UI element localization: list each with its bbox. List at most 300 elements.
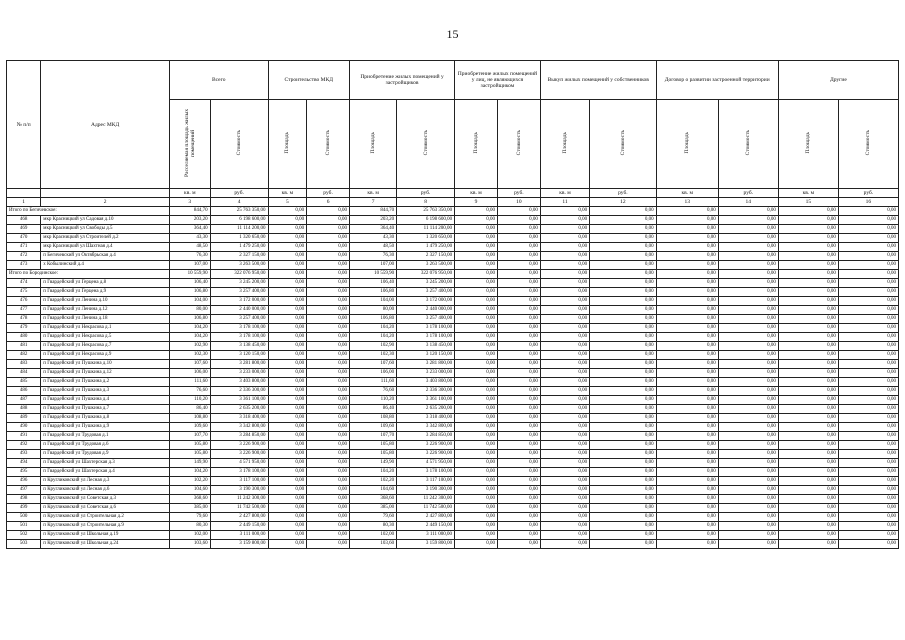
cost-cell: 0,00 xyxy=(838,405,898,414)
row-address: п Кругликовский ул Лесная д.6 xyxy=(41,486,170,495)
area-cell: 102,30 xyxy=(169,351,210,360)
area-cell: 0,00 xyxy=(455,423,498,432)
area-cell: 0,00 xyxy=(778,252,838,261)
cost-cell: 0,00 xyxy=(590,270,656,279)
area-cell: 107,70 xyxy=(169,432,210,441)
cost-cell: 0,00 xyxy=(838,216,898,225)
cost-cell: 0,00 xyxy=(590,243,656,252)
cost-cell: 0,00 xyxy=(718,261,778,270)
cost-cell: 0,00 xyxy=(590,540,656,549)
area-cell: 0,00 xyxy=(455,234,498,243)
area-cell: 107,70 xyxy=(350,432,397,441)
cost-cell: 0,00 xyxy=(838,522,898,531)
cost-cell: 0,00 xyxy=(590,432,656,441)
row-address: п Гвардейский ул Шахтерская д.4 xyxy=(41,468,170,477)
cost-cell: 3 172 000,00 xyxy=(210,297,268,306)
area-cell: 103,60 xyxy=(350,540,397,549)
cost-cell: 11 242 300,00 xyxy=(397,495,455,504)
area-cell: 0,00 xyxy=(656,261,718,270)
area-cell: 0,00 xyxy=(656,441,718,450)
row-number: 500 xyxy=(7,513,41,522)
cost-cell: 0,00 xyxy=(718,414,778,423)
cost-cell: 0,00 xyxy=(718,486,778,495)
area-cell: 107,00 xyxy=(169,261,210,270)
cost-cell: 3 111 000,00 xyxy=(210,531,268,540)
area-cell: 106,80 xyxy=(350,315,397,324)
area-cell: 0,00 xyxy=(455,513,498,522)
cost-cell: 0,00 xyxy=(307,531,350,540)
table-row xyxy=(7,459,899,468)
cost-cell: 3 172 000,00 xyxy=(397,297,455,306)
area-cell: 80,30 xyxy=(350,522,397,531)
cost-cell: 3 257 400,00 xyxy=(210,288,268,297)
column-number: 11 xyxy=(540,198,589,207)
area-cell: 86,40 xyxy=(350,405,397,414)
cost-cell: 25 763 350,00 xyxy=(397,207,455,216)
cost-cell: 0,00 xyxy=(590,378,656,387)
area-cell: 0,00 xyxy=(540,342,589,351)
unit-area: кв. м xyxy=(350,189,397,198)
cost-cell: 11 742 500,00 xyxy=(397,504,455,513)
cost-cell: 3 120 150,00 xyxy=(397,351,455,360)
cost-cell: 0,00 xyxy=(307,279,350,288)
header-group-development-contract: Договор о развитии застроенной территории xyxy=(656,61,778,100)
cost-cell: 0,00 xyxy=(307,441,350,450)
cost-cell: 0,00 xyxy=(497,333,540,342)
area-cell: 0,00 xyxy=(778,261,838,270)
area-cell: 0,00 xyxy=(656,432,718,441)
area-cell: 0,00 xyxy=(656,540,718,549)
cost-cell: 0,00 xyxy=(307,477,350,486)
table-row xyxy=(7,261,899,270)
column-number: 6 xyxy=(307,198,350,207)
area-cell: 0,00 xyxy=(268,252,307,261)
cost-cell: 0,00 xyxy=(497,369,540,378)
area-cell: 0,00 xyxy=(778,504,838,513)
area-cell: 0,00 xyxy=(778,297,838,306)
area-cell: 0,00 xyxy=(455,297,498,306)
area-cell: 0,00 xyxy=(778,432,838,441)
area-cell: 76,30 xyxy=(350,252,397,261)
area-cell: 102,00 xyxy=(350,531,397,540)
cost-cell: 4 571 950,00 xyxy=(397,459,455,468)
cost-cell: 0,00 xyxy=(497,459,540,468)
area-cell: 0,00 xyxy=(455,288,498,297)
area-cell: 0,00 xyxy=(778,522,838,531)
area-cell: 0,00 xyxy=(455,279,498,288)
area-cell: 0,00 xyxy=(540,252,589,261)
table-row xyxy=(7,522,899,531)
cost-cell: 4 571 950,00 xyxy=(210,459,268,468)
unit-area: кв. м xyxy=(778,189,838,198)
cost-cell: 0,00 xyxy=(838,270,898,279)
cost-cell: 1 479 250,00 xyxy=(210,243,268,252)
area-cell: 0,00 xyxy=(540,441,589,450)
row-number: 476 xyxy=(7,297,41,306)
area-cell: 0,00 xyxy=(455,216,498,225)
cost-cell: 0,00 xyxy=(497,261,540,270)
table-row xyxy=(7,225,899,234)
area-cell: 0,00 xyxy=(656,414,718,423)
row-number: 486 xyxy=(7,387,41,396)
area-cell: 0,00 xyxy=(540,504,589,513)
area-cell: 0,00 xyxy=(778,405,838,414)
cost-cell: 0,00 xyxy=(307,504,350,513)
cost-cell: 0,00 xyxy=(590,450,656,459)
area-cell: 0,00 xyxy=(268,306,307,315)
header-cost: Стоимость xyxy=(497,100,540,189)
cost-cell: 0,00 xyxy=(307,342,350,351)
area-cell: 0,00 xyxy=(455,477,498,486)
table-row xyxy=(7,414,899,423)
cost-cell: 1 479 250,00 xyxy=(397,243,455,252)
cost-cell: 0,00 xyxy=(307,252,350,261)
cost-cell: 3 318 400,00 xyxy=(397,414,455,423)
cost-cell: 0,00 xyxy=(838,441,898,450)
area-cell: 0,00 xyxy=(540,531,589,540)
header-cost: Стоимость xyxy=(307,100,350,189)
cost-cell: 0,00 xyxy=(497,450,540,459)
area-cell: 0,00 xyxy=(778,342,838,351)
area-cell: 0,00 xyxy=(656,234,718,243)
cost-cell: 11 114 200,00 xyxy=(210,225,268,234)
column-number: 7 xyxy=(350,198,397,207)
cost-cell: 2 635 200,00 xyxy=(210,405,268,414)
area-cell: 0,00 xyxy=(268,360,307,369)
cost-cell: 0,00 xyxy=(838,297,898,306)
area-cell: 0,00 xyxy=(268,414,307,423)
row-number: 501 xyxy=(7,522,41,531)
cost-cell: 0,00 xyxy=(307,243,350,252)
row-address: п Гвардейский ул Некрасова д.1 xyxy=(41,324,170,333)
area-cell: 0,00 xyxy=(540,243,589,252)
cost-cell: 0,00 xyxy=(497,396,540,405)
cost-cell: 0,00 xyxy=(718,405,778,414)
cost-cell: 0,00 xyxy=(718,441,778,450)
area-cell: 102,20 xyxy=(169,477,210,486)
area-cell: 0,00 xyxy=(455,540,498,549)
area-cell: 102,20 xyxy=(350,477,397,486)
header-group-non-developers: Приобретение жилых помещений у лиц, не являющихся застройщиком xyxy=(455,61,541,100)
cost-cell: 0,00 xyxy=(838,540,898,549)
cost-cell: 3 257 400,00 xyxy=(397,288,455,297)
cost-cell: 0,00 xyxy=(718,468,778,477)
cost-cell: 0,00 xyxy=(590,486,656,495)
cost-cell: 0,00 xyxy=(497,378,540,387)
cost-cell: 0,00 xyxy=(590,234,656,243)
area-cell: 0,00 xyxy=(656,513,718,522)
table-row xyxy=(7,369,899,378)
area-cell: 0,00 xyxy=(540,315,589,324)
cost-cell: 0,00 xyxy=(838,315,898,324)
row-number: 493 xyxy=(7,450,41,459)
area-cell: 107,60 xyxy=(169,360,210,369)
row-number: 484 xyxy=(7,369,41,378)
area-cell: 107,00 xyxy=(350,261,397,270)
unit-cost: руб. xyxy=(497,189,540,198)
subtotal-row xyxy=(7,270,899,279)
area-cell: 104,60 xyxy=(350,486,397,495)
cost-cell: 0,00 xyxy=(838,360,898,369)
row-address: п Гвардейский ул Герцена д.8 xyxy=(41,279,170,288)
cost-cell: 0,00 xyxy=(497,306,540,315)
cost-cell: 0,00 xyxy=(718,522,778,531)
cost-cell: 0,00 xyxy=(307,414,350,423)
area-cell: 0,00 xyxy=(778,324,838,333)
area-cell: 0,00 xyxy=(778,387,838,396)
cost-cell: 0,00 xyxy=(590,207,656,216)
header-group-buyout: Выкуп жилых помещений у собственников xyxy=(540,61,656,100)
cost-cell: 0,00 xyxy=(307,522,350,531)
area-cell: 0,00 xyxy=(455,441,498,450)
area-cell: 0,00 xyxy=(540,369,589,378)
area-cell: 149,90 xyxy=(350,459,397,468)
area-cell: 108,80 xyxy=(169,414,210,423)
cost-cell: 3 117 100,00 xyxy=(397,477,455,486)
area-cell: 0,00 xyxy=(455,378,498,387)
area-cell: 43,30 xyxy=(169,234,210,243)
table-row xyxy=(7,396,899,405)
cost-cell: 3 342 800,00 xyxy=(397,423,455,432)
area-cell: 48,50 xyxy=(350,243,397,252)
unit-area: кв. м xyxy=(656,189,718,198)
column-number-row xyxy=(7,198,899,207)
area-cell: 0,00 xyxy=(778,531,838,540)
cost-cell: 0,00 xyxy=(718,423,778,432)
area-cell: 0,00 xyxy=(540,306,589,315)
cost-cell: 0,00 xyxy=(718,324,778,333)
area-cell: 0,00 xyxy=(656,486,718,495)
cost-cell: 0,00 xyxy=(718,459,778,468)
cost-cell: 3 178 100,00 xyxy=(210,333,268,342)
unit-cost: руб. xyxy=(838,189,898,198)
area-cell: 844,70 xyxy=(169,207,210,216)
table-row xyxy=(7,531,899,540)
area-cell: 111,60 xyxy=(350,378,397,387)
cost-cell: 3 111 000,00 xyxy=(397,531,455,540)
area-cell: 0,00 xyxy=(540,477,589,486)
area-cell: 0,00 xyxy=(268,423,307,432)
area-cell: 0,00 xyxy=(656,378,718,387)
cost-cell: 0,00 xyxy=(590,423,656,432)
area-cell: 106,00 xyxy=(350,369,397,378)
unit-cost: руб. xyxy=(307,189,350,198)
row-address: п Кругликовский ул Строительная д.9 xyxy=(41,522,170,531)
row-number: 502 xyxy=(7,531,41,540)
table-row xyxy=(7,243,899,252)
cost-cell: 3 257 400,00 xyxy=(210,315,268,324)
cost-cell: 0,00 xyxy=(497,405,540,414)
cost-cell: 0,00 xyxy=(718,279,778,288)
area-cell: 364,40 xyxy=(350,225,397,234)
area-cell: 0,00 xyxy=(455,342,498,351)
area-cell: 0,00 xyxy=(540,387,589,396)
area-cell: 149,90 xyxy=(169,459,210,468)
row-address: п Гвардейский ул Трудовая д.6 xyxy=(41,441,170,450)
area-cell: 0,00 xyxy=(268,387,307,396)
row-address: п Гвардейский ул Пушкина д.9 xyxy=(41,423,170,432)
area-cell: 0,00 xyxy=(540,378,589,387)
area-cell: 0,00 xyxy=(778,486,838,495)
header-cost: Стоимость xyxy=(590,100,656,189)
row-number: 479 xyxy=(7,324,41,333)
area-cell: 0,00 xyxy=(656,297,718,306)
cost-cell: 0,00 xyxy=(718,432,778,441)
area-cell: 0,00 xyxy=(778,513,838,522)
cost-cell: 2 336 300,00 xyxy=(397,387,455,396)
area-cell: 0,00 xyxy=(540,450,589,459)
unit-area: кв. м xyxy=(540,189,589,198)
area-cell: 10 559,90 xyxy=(350,270,397,279)
cost-cell: 2 427 800,00 xyxy=(397,513,455,522)
cost-cell: 0,00 xyxy=(838,477,898,486)
area-cell: 0,00 xyxy=(656,270,718,279)
area-cell: 0,00 xyxy=(455,351,498,360)
cost-cell: 3 226 900,00 xyxy=(210,441,268,450)
row-number: 478 xyxy=(7,315,41,324)
header-group-developers: Приобретение жилых помещений у застройщиков xyxy=(350,61,455,100)
cost-cell: 2 336 300,00 xyxy=(210,387,268,396)
cost-cell: 3 178 100,00 xyxy=(210,468,268,477)
area-cell: 0,00 xyxy=(268,324,307,333)
cost-cell: 1 320 650,00 xyxy=(397,234,455,243)
area-cell: 0,00 xyxy=(268,468,307,477)
cost-cell: 0,00 xyxy=(838,450,898,459)
area-cell: 0,00 xyxy=(268,459,307,468)
area-cell: 79,60 xyxy=(169,513,210,522)
table-row xyxy=(7,279,899,288)
area-cell: 0,00 xyxy=(455,531,498,540)
area-cell: 0,00 xyxy=(268,315,307,324)
area-cell: 0,00 xyxy=(455,270,498,279)
table-row xyxy=(7,504,899,513)
area-cell: 0,00 xyxy=(268,342,307,351)
cost-cell: 0,00 xyxy=(307,369,350,378)
area-cell: 203,20 xyxy=(350,216,397,225)
cost-cell: 0,00 xyxy=(307,306,350,315)
cost-cell: 0,00 xyxy=(718,360,778,369)
area-cell: 0,00 xyxy=(268,261,307,270)
cost-cell: 2 427 800,00 xyxy=(210,513,268,522)
area-cell: 0,00 xyxy=(656,324,718,333)
area-cell: 0,00 xyxy=(778,243,838,252)
area-cell: 0,00 xyxy=(540,360,589,369)
area-cell: 0,00 xyxy=(656,216,718,225)
area-cell: 0,00 xyxy=(540,270,589,279)
row-address: мкр Красницкий ул Строителей д.2 xyxy=(41,234,170,243)
area-cell: 86,40 xyxy=(169,405,210,414)
cost-cell: 0,00 xyxy=(590,360,656,369)
row-number: 489 xyxy=(7,414,41,423)
cost-cell: 0,00 xyxy=(718,252,778,261)
cost-cell: 0,00 xyxy=(838,324,898,333)
cost-cell: 0,00 xyxy=(497,315,540,324)
table-row xyxy=(7,468,899,477)
area-cell: 0,00 xyxy=(656,531,718,540)
area-cell: 0,00 xyxy=(656,243,718,252)
area-cell: 0,00 xyxy=(778,306,838,315)
area-cell: 0,00 xyxy=(656,207,718,216)
area-cell: 0,00 xyxy=(455,405,498,414)
area-cell: 104,20 xyxy=(350,324,397,333)
cost-cell: 0,00 xyxy=(718,315,778,324)
table-row xyxy=(7,387,899,396)
column-number: 5 xyxy=(268,198,307,207)
row-address: п Кругликовский ул Советская д.6 xyxy=(41,504,170,513)
area-cell: 0,00 xyxy=(540,396,589,405)
area-cell: 0,00 xyxy=(540,414,589,423)
area-cell: 385,00 xyxy=(350,504,397,513)
cost-cell: 11 742 500,00 xyxy=(210,504,268,513)
cost-cell: 0,00 xyxy=(307,261,350,270)
table-row xyxy=(7,540,899,549)
area-cell: 0,00 xyxy=(540,297,589,306)
area-cell: 104,00 xyxy=(350,297,397,306)
table-row xyxy=(7,342,899,351)
row-address: п Гвардейский ул Герцена д.9 xyxy=(41,288,170,297)
area-cell: 0,00 xyxy=(268,333,307,342)
area-cell: 0,00 xyxy=(455,450,498,459)
cost-cell: 0,00 xyxy=(307,495,350,504)
cost-cell: 0,00 xyxy=(497,486,540,495)
cost-cell: 0,00 xyxy=(590,333,656,342)
cost-cell: 0,00 xyxy=(307,288,350,297)
header-group-row xyxy=(7,61,899,100)
cost-cell: 0,00 xyxy=(590,387,656,396)
area-cell: 0,00 xyxy=(268,225,307,234)
area-cell: 0,00 xyxy=(778,315,838,324)
table-row xyxy=(7,450,899,459)
cost-cell: 3 226 900,00 xyxy=(397,450,455,459)
row-address: п Гвардейский ул Трудовая д.1 xyxy=(41,432,170,441)
cost-cell: 0,00 xyxy=(838,387,898,396)
area-cell: 106,80 xyxy=(169,288,210,297)
area-cell: 102,30 xyxy=(350,351,397,360)
area-cell: 0,00 xyxy=(455,486,498,495)
area-cell: 102,00 xyxy=(169,531,210,540)
row-number: 488 xyxy=(7,405,41,414)
cost-cell: 3 281 800,00 xyxy=(210,360,268,369)
area-cell: 0,00 xyxy=(268,396,307,405)
area-cell: 0,00 xyxy=(540,261,589,270)
area-cell: 106,40 xyxy=(169,279,210,288)
cost-cell: 0,00 xyxy=(838,486,898,495)
cost-cell: 0,00 xyxy=(590,459,656,468)
area-cell: 203,20 xyxy=(169,216,210,225)
area-cell: 0,00 xyxy=(656,450,718,459)
cost-cell: 3 245 200,00 xyxy=(210,279,268,288)
cost-cell: 6 198 600,00 xyxy=(397,216,455,225)
area-cell: 76,60 xyxy=(350,387,397,396)
area-cell: 0,00 xyxy=(268,351,307,360)
area-cell: 80,00 xyxy=(169,306,210,315)
cost-cell: 0,00 xyxy=(497,522,540,531)
subtotal-label: Итого по Бородинское: xyxy=(7,270,170,279)
cost-cell: 0,00 xyxy=(307,315,350,324)
table-row xyxy=(7,513,899,522)
area-cell: 0,00 xyxy=(540,423,589,432)
cost-cell: 0,00 xyxy=(307,396,350,405)
area-cell: 0,00 xyxy=(540,540,589,549)
header-group-total: Всего xyxy=(169,61,268,100)
header-no: № п/п xyxy=(7,61,41,189)
subtotal-label: Итого по Бегичевское: xyxy=(7,207,170,216)
cost-cell: 0,00 xyxy=(718,531,778,540)
row-number: 477 xyxy=(7,306,41,315)
area-cell: 0,00 xyxy=(656,351,718,360)
cost-cell: 0,00 xyxy=(307,513,350,522)
row-address: п Гвардейский ул Пушкина д.8 xyxy=(41,414,170,423)
